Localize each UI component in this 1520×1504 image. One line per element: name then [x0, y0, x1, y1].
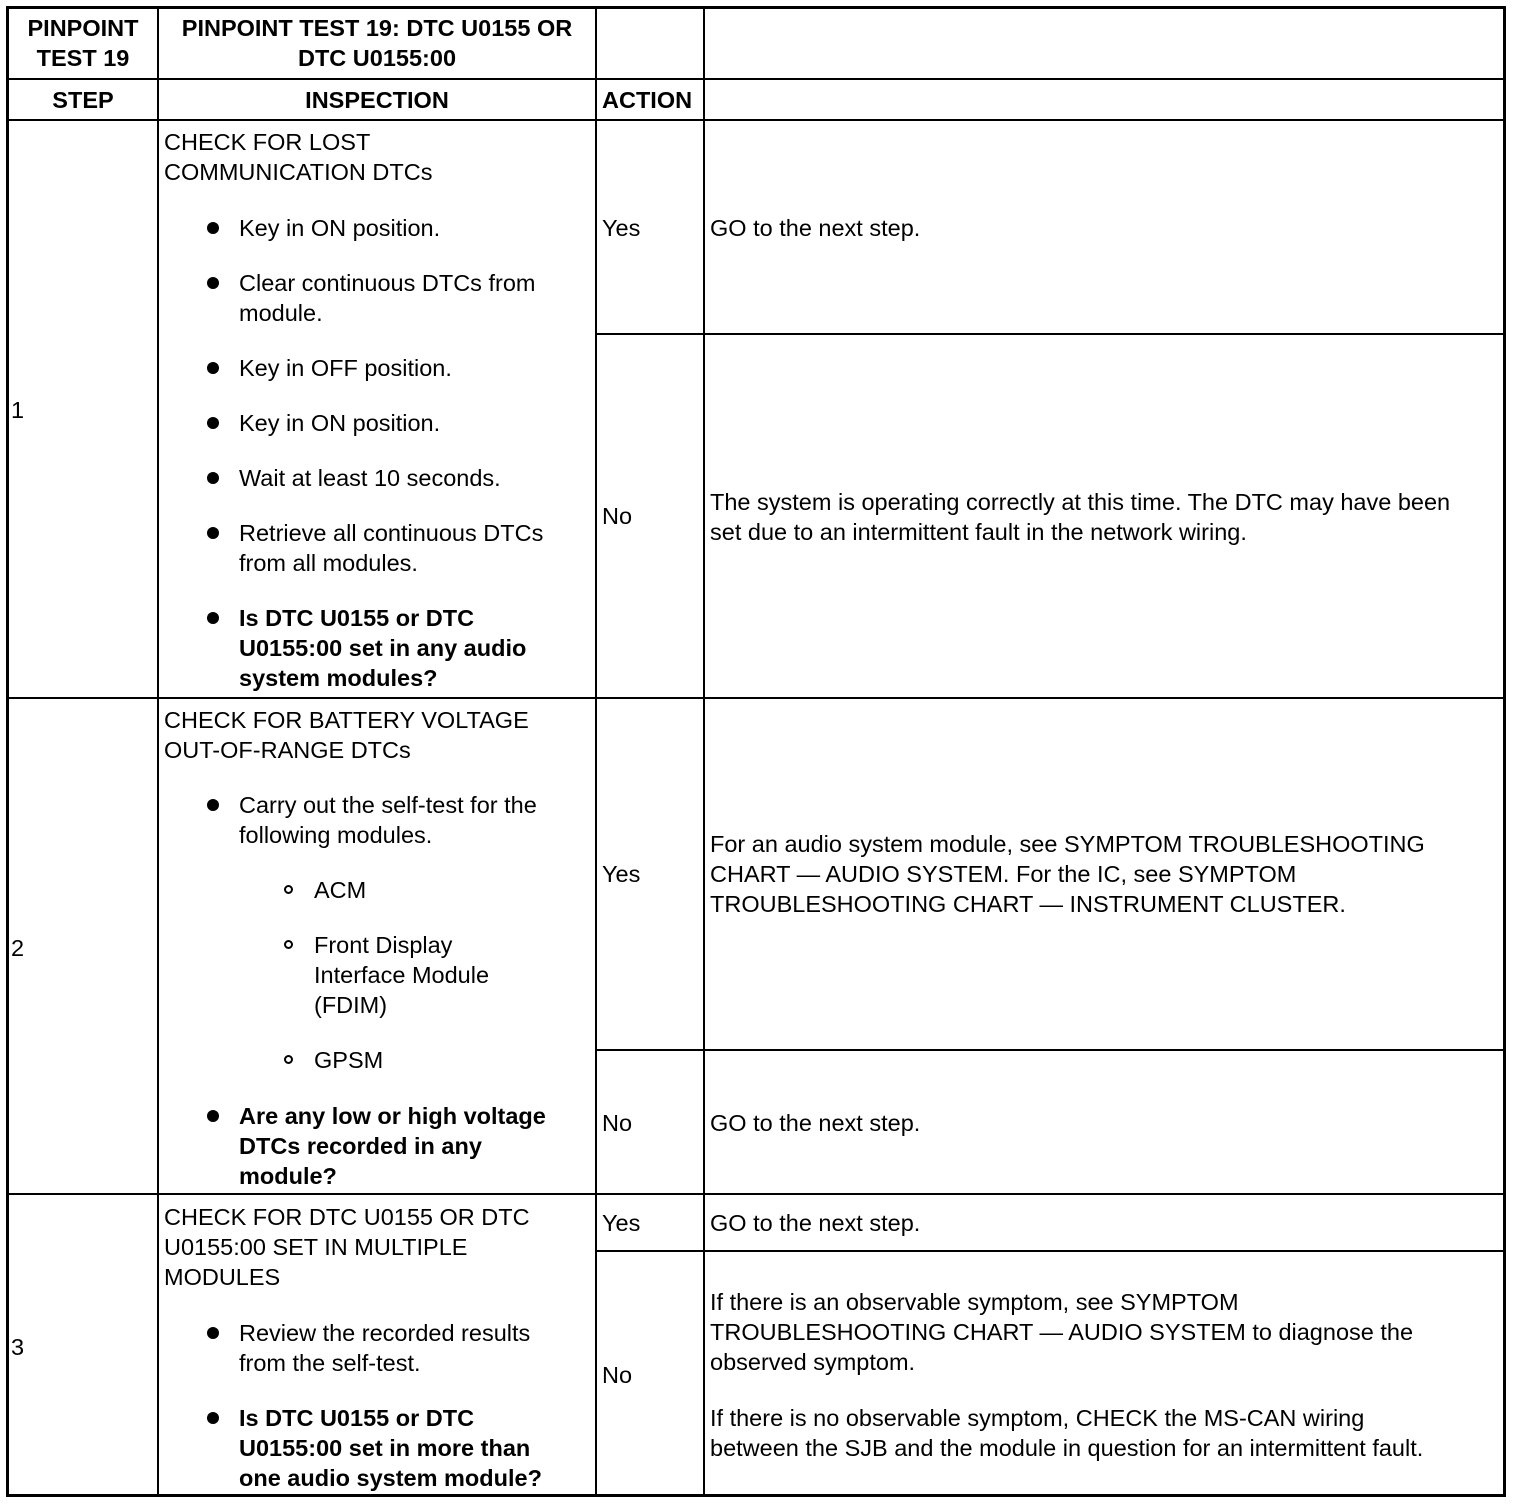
bullet-icon: [207, 799, 219, 811]
action-yes-text: GO to the next step.: [710, 215, 921, 241]
action-no-label: No: [602, 1110, 633, 1136]
step-sub-bullet: GPSM: [314, 1047, 384, 1073]
pinpoint-label: PINPOINT TEST 19: [27, 15, 139, 71]
step-bullet: Key in ON position.: [239, 215, 441, 241]
step-sub-bullet: ACM: [314, 877, 367, 903]
step-bullet: Key in ON position.: [239, 410, 441, 436]
column-divider: [157, 8, 159, 1496]
bullet-icon: [207, 277, 219, 289]
sub-bullet-icon: [284, 940, 293, 949]
step-bullet: Key in OFF position.: [239, 355, 452, 381]
step-bullet: Wait at least 10 seconds.: [239, 465, 501, 491]
step-number: 3: [11, 1334, 25, 1360]
action-no-text: If there is no observable symptom, CHECK the MS-CAN wiring between the SJB and the module in question for an intermittent fault.: [710, 1405, 1424, 1461]
row-divider: [596, 1049, 1504, 1051]
step-question: Is DTC U0155 or DTC U0155:00 set in more than one audio system module?: [239, 1405, 542, 1491]
action-no-text: If there is an observable symptom, see SYMPTOM TROUBLESHOOTING CHART — AUDIO SYSTEM to diagnose the observed symptom.: [710, 1289, 1414, 1375]
bullet-icon: [207, 1110, 219, 1122]
bullet-icon: [207, 417, 219, 429]
step-heading: CHECK FOR BATTERY VOLTAGE OUT-OF-RANGE DTCs: [164, 707, 529, 763]
action-yes-text: For an audio system module, see SYMPTOM TROUBLESHOOTING CHART — AUDIO SYSTEM. For the IC, see SYMPTOM TROUBLESHOOTING CHART — INSTRUMENT CLUSTER.: [710, 831, 1425, 917]
column-divider: [595, 8, 597, 1496]
row-divider: [8, 119, 1504, 121]
col-action-header: ACTION: [602, 87, 693, 113]
row-divider: [8, 78, 1504, 80]
step-sub-bullet: Front Display Interface Module (FDIM): [314, 932, 490, 1018]
action-yes-label: Yes: [602, 1210, 641, 1236]
action-no-label: No: [602, 1362, 633, 1388]
step-bullet: Review the recorded results from the self-test.: [239, 1320, 531, 1376]
action-yes-text: GO to the next step.: [710, 1210, 921, 1236]
bullet-icon: [207, 362, 219, 374]
step-number: 1: [11, 397, 25, 423]
step-bullet: Retrieve all continuous DTCs from all modules.: [239, 520, 544, 576]
step-heading: CHECK FOR DTC U0155 OR DTC U0155:00 SET IN MULTIPLE MODULES: [164, 1204, 530, 1290]
action-no-text: The system is operating correctly at this time. The DTC may have been set due to an intermittent fault in the network wiring.: [710, 489, 1451, 545]
test-title: PINPOINT TEST 19: DTC U0155 OR DTC U0155:00: [181, 15, 573, 71]
bullet-icon: [207, 527, 219, 539]
row-divider: [8, 697, 1504, 699]
sub-bullet-icon: [284, 885, 293, 894]
col-inspection-header: INSPECTION: [305, 87, 449, 113]
bullet-icon: [207, 1412, 219, 1424]
row-divider: [596, 333, 1504, 335]
bullet-icon: [207, 222, 219, 234]
bullet-icon: [207, 472, 219, 484]
row-divider: [596, 1250, 1504, 1252]
step-heading: CHECK FOR LOST COMMUNICATION DTCs: [164, 129, 433, 185]
column-divider: [703, 8, 705, 1496]
step-question: Are any low or high voltage DTCs recorded in any module?: [239, 1103, 546, 1189]
step-number: 2: [11, 935, 25, 961]
action-yes-label: Yes: [602, 861, 641, 887]
bullet-icon: [207, 612, 219, 624]
step-bullet: Clear continuous DTCs from module.: [239, 270, 536, 326]
step-bullet: Carry out the self-test for the following modules.: [239, 792, 537, 848]
action-yes-label: Yes: [602, 215, 641, 241]
action-no-label: No: [602, 503, 633, 529]
action-no-text: GO to the next step.: [710, 1110, 921, 1136]
row-divider: [8, 1193, 1504, 1195]
bullet-icon: [207, 1327, 219, 1339]
sub-bullet-icon: [284, 1055, 293, 1064]
col-step-header: STEP: [52, 87, 114, 113]
step-question: Is DTC U0155 or DTC U0155:00 set in any audio system modules?: [239, 605, 527, 691]
